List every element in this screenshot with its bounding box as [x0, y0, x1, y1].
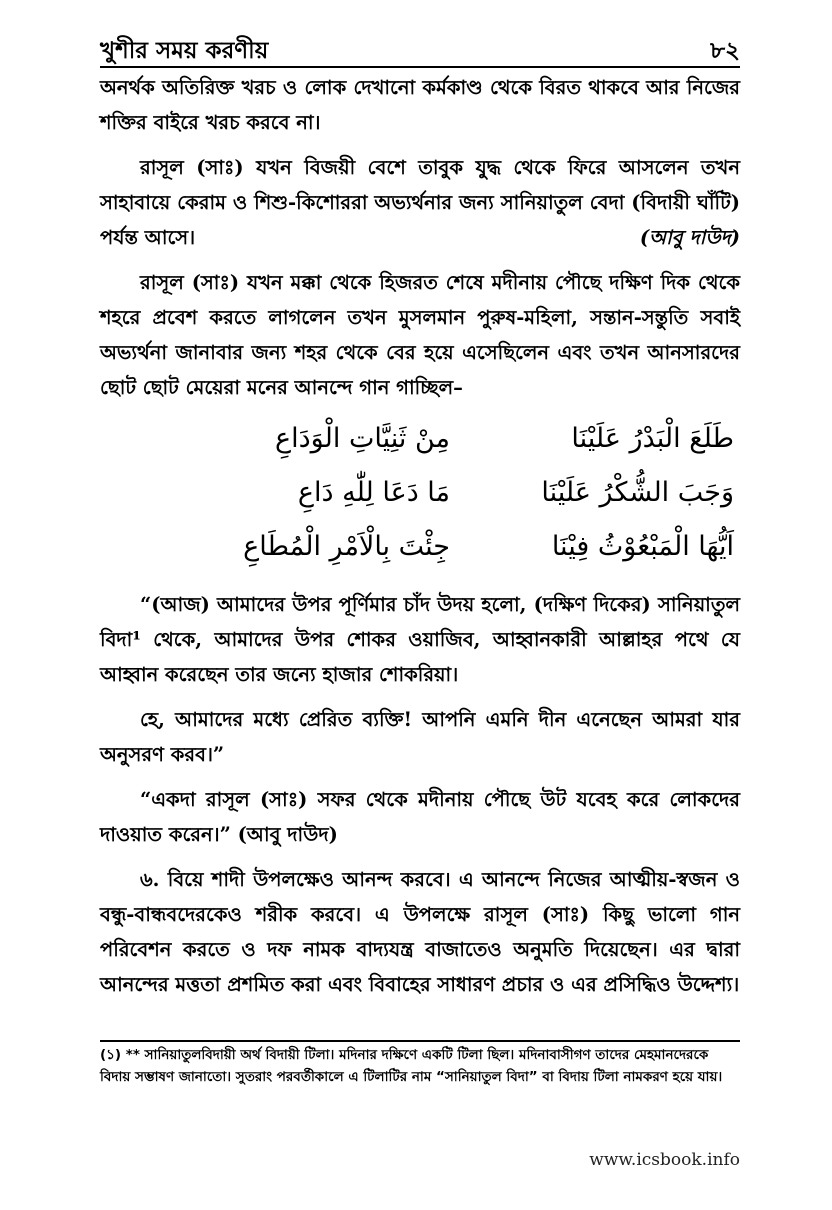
verse-hemistich-left: مِنْ ثَنِيَّاتِ الْوَدَاعِ — [275, 423, 450, 454]
verse-hemistich-right: طَلَعَ الْبَدْرُ عَلَيْنَا — [571, 423, 734, 454]
footnote: (১) ** সানিয়াতুলবিদায়ী অর্থ বিদায়ী টিলা। মদিনার দক্ষিণে একটি টিলা ছিল। মদিনাবাসীগণ তাদের মেহমানদেরকে বিদায় সম্ভাষণ জানাতো। সুতরাং পরবর্তীকালে এ টিলাটির নাম “সানিয়াতুল বিদা” বা বিদায় টিলা নামকরণ হয়ে যায়। — [100, 1047, 723, 1085]
verse-hemistich-right: وَجَبَ الشُّكْرُ عَلَيْنَا — [541, 477, 734, 508]
translation-paragraph-1: “(আজ) আমাদের উপর পূর্ণিমার চাঁদ উদয় হলো, (দক্ষিণ দিকের) সানিয়াতুল বিদা¹ থেকে, আমাদের উপর শোকর ওয়াজিব, আহ্বানকারী আল্লাহর পথে যে আহ্বান করেছেন তার জন্যে হাজার শোকরিয়া। — [100, 593, 740, 686]
paragraph-7: ৬. বিয়ে শাদী উপলক্ষেও আনন্দ করবে। এ আনন্দে নিজের আত্মীয়-স্বজন ও বন্ধু-বান্ধবদেরকেও শরীক করবে। এ উপলক্ষে রাসূল (সাঃ) কিছু ভালো গান পরিবেশন করতে ও দফ নামক বাদ্যযন্ত্র বাজাতেও অনুমতি দিয়েছেন। এর দ্বারা আনন্দের মত্ততা প্রশমিত করা এবং বিবাহের সাধারণ প্রচার ও এর প্রসিদ্ধিও উদ্দেশ্য। — [100, 868, 740, 996]
paragraph-2 — [100, 150, 740, 255]
verse-line — [100, 417, 740, 471]
paragraph-1: অনর্থক অতিরিক্ত খরচ ও লোক দেখানো কর্মকাণ্ড থেকে বিরত থাকবে আর নিজের শক্তির বাইরে খরচ করবে না। — [100, 76, 740, 134]
verse-hemistich-left: مَا دَعَا لِلّٰهِ دَاعِ — [297, 477, 450, 508]
arabic-poem — [100, 417, 740, 579]
citation-abu-dawud: (আবু দাউদ) — [639, 226, 740, 249]
page-number: ৮২ — [710, 37, 740, 64]
verse-line — [100, 471, 740, 525]
running-header — [100, 30, 740, 70]
chapter-title: খুশীর সময় করণীয় — [100, 37, 269, 64]
page-body — [100, 70, 740, 1002]
paragraph-2-text: রাসূল (সাঃ) যখন বিজয়ী বেশে তাবুক যুদ্ধ থেকে ফিরে আসলেন তখন সাহাবায়ে কেরাম ও শিশু-কিশোররা অভ্যর্থনার জন্য সানিয়াতুল বেদা (বিদায়ী ঘাঁটি) পর্যন্ত আসে। — [100, 156, 740, 249]
verse-hemistich-right: اَيُّهَا الْمَبْعُوْثُ فِيْنَا — [551, 531, 734, 562]
footnote-divider — [100, 1040, 740, 1042]
translation-paragraph-2: হে, আমাদের মধ্যে প্রেরিত ব্যক্তি! আপনি এমনি দীন এনেছেন আমরা যার অনুসরণ করব।” — [100, 708, 740, 766]
verse-hemistich-left: جِئْتَ بِالْاَمْرِ الْمُطَاعِ — [243, 531, 450, 562]
verse-line — [100, 525, 740, 579]
website-watermark: www.icsbook.info — [589, 1150, 740, 1170]
paragraph-6: “একদা রাসূল (সাঃ) সফর থেকে মদীনায় পৌছে উট যবেহ করে লোকদের দাওয়াত করেন।” (আবু দাউদ) — [100, 788, 740, 846]
paragraph-3: রাসূল (সাঃ) যখন মক্কা থেকে হিজরত শেষে মদীনায় পৌছে দক্ষিণ দিক থেকে শহরে প্রবেশ করতে লাগলেন তখন মুসলমান পুরুষ-মহিলা, সন্তান-সন্তুতি সবাই অভ্যর্থনা জানাবার জন্য শহর থেকে বের হয়ে এসেছিলেন এবং তখন আনসারদের ছোট ছোট মেয়েরা মনের আনন্দে গান গাচ্ছিল– — [100, 271, 740, 399]
header-divider — [100, 66, 740, 68]
